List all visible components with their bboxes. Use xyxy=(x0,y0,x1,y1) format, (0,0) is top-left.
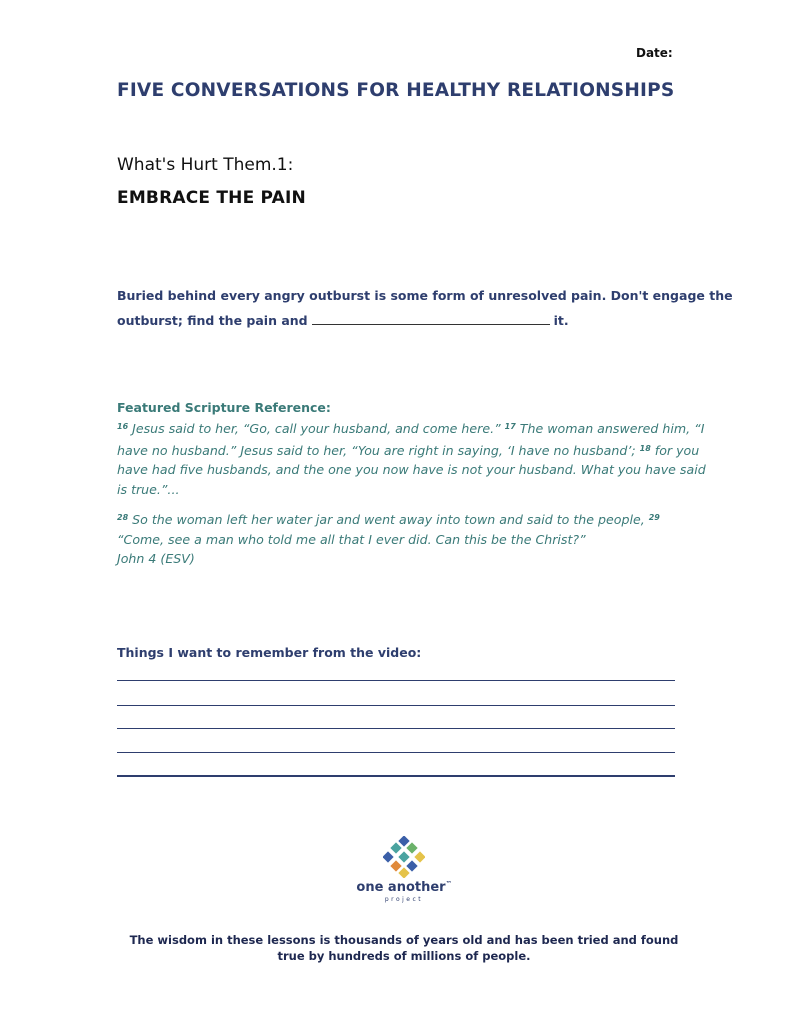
verse-number: 16 xyxy=(117,422,129,431)
note-line[interactable] xyxy=(117,705,675,706)
paragraph-line-2-start: outburst; find the pain and xyxy=(117,313,308,328)
verse-text: So the woman left her water jar and went away into town and said to the people, xyxy=(132,512,645,527)
logo-diamond-top xyxy=(398,836,409,847)
logo-wordmark xyxy=(340,880,468,895)
footer-text: The wisdom in these lessons is thousands of years old and has been tried and found true by hundreds of millions of people. xyxy=(129,933,679,963)
fill-in-blank[interactable] xyxy=(312,314,550,325)
lesson-label: What's Hurt Them.1: xyxy=(117,155,294,175)
logo-diamond xyxy=(414,851,425,862)
verse-number: 17 xyxy=(504,422,516,431)
note-line[interactable] xyxy=(117,680,675,681)
verse-text: Jesus said to her, “Go, call your husband, and come here.” xyxy=(132,421,501,436)
page-title: FIVE CONVERSATIONS FOR HEALTHY RELATIONSHIPS xyxy=(117,80,675,101)
scripture-citation: John 4 (ESV) xyxy=(117,551,195,566)
notes-heading: Things I want to remember from the video: xyxy=(117,645,422,660)
paragraph-line-2 xyxy=(117,313,569,328)
logo-diamond xyxy=(383,851,394,862)
scripture-passage-2 xyxy=(117,508,707,569)
lesson-title: EMBRACE THE PAIN xyxy=(117,188,306,208)
logo-name: one another xyxy=(356,880,446,895)
verse-text: “Come, see a man who told me all that I ever did. Can this be the Christ?” xyxy=(117,531,586,547)
paragraph-line-1: Buried behind every angry outburst is some form of unresolved pain. Don't engage the xyxy=(117,288,733,303)
scripture-heading: Featured Scripture Reference: xyxy=(117,400,331,415)
verse-text: for you have had five husbands, and the one you now have is not your husband. What you have said is true.”... xyxy=(117,442,706,497)
logo-diamond xyxy=(406,860,417,871)
verse-number: 29 xyxy=(648,513,660,522)
paragraph-line-2-end: it. xyxy=(553,313,569,328)
date-label: Date: xyxy=(636,46,673,60)
note-line[interactable] xyxy=(117,775,675,777)
logo-diamond xyxy=(406,842,417,853)
logo-diamond xyxy=(390,842,401,853)
logo-diamond xyxy=(390,860,401,871)
verse-text: The woman answered him, “I have no husband.” Jesus said to her, “You are right in saying, ‘I have no husband’; xyxy=(117,421,705,458)
logo-subtitle: project xyxy=(384,896,424,903)
logo-diamond-bottom xyxy=(398,867,409,878)
one-another-logo-icon xyxy=(383,836,425,878)
verse-number: 28 xyxy=(117,513,129,522)
scripture-passage-1 xyxy=(117,417,707,499)
note-line[interactable] xyxy=(117,752,675,753)
logo-trademark: ™ xyxy=(445,880,452,888)
verse-number: 18 xyxy=(639,443,651,453)
logo-diamond-center xyxy=(398,851,409,862)
note-line[interactable] xyxy=(117,728,675,729)
